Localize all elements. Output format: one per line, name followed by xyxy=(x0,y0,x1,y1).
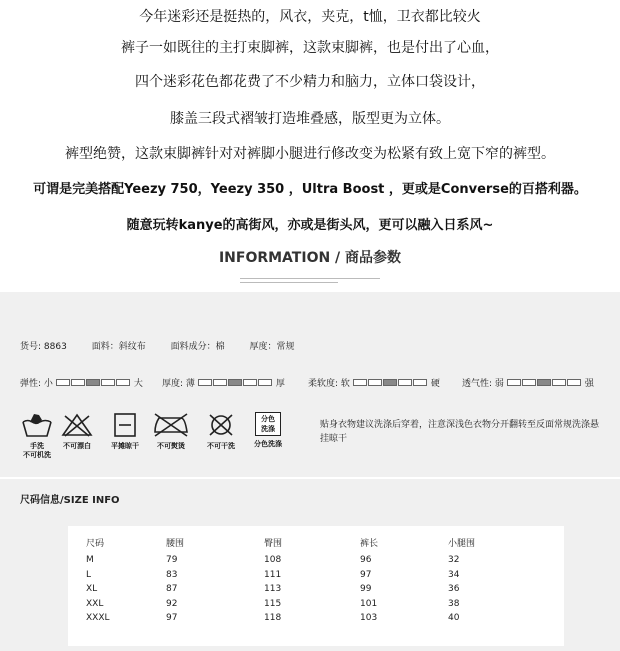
table-cell: 111 xyxy=(264,569,282,580)
header-cell: 臀围 xyxy=(264,539,283,549)
care-label: 分色洗涤 xyxy=(254,440,282,448)
no-iron-icon xyxy=(151,412,191,438)
elasticity-boxes xyxy=(56,379,131,386)
table-cell: 108 xyxy=(264,555,282,565)
table-cell: 103 xyxy=(360,613,378,623)
scale-box xyxy=(552,379,566,386)
table-cell: 97 xyxy=(360,569,372,580)
care-no-iron xyxy=(146,412,196,451)
scale-box xyxy=(507,379,521,386)
scale-box xyxy=(413,379,427,386)
table-cell: 97 xyxy=(166,613,178,623)
scale-box xyxy=(116,379,130,386)
size-table xyxy=(68,526,564,646)
table-cell: 32 xyxy=(448,555,460,565)
hand-wash-icon xyxy=(20,412,54,438)
intro-line-4: 膝盖三段式褶皱打造堆叠感，版型更为立体。 xyxy=(170,111,450,127)
table-cell: 101 xyxy=(360,598,378,609)
header-cell: 尺码 xyxy=(86,539,105,549)
scale-box xyxy=(522,379,536,386)
table-cell: 115 xyxy=(264,598,282,609)
intro-line-6: 可谓是完美搭配Yeezy 750，Yeezy 350 ，Ultra Boost ，更或是Converse的百搭利器。 xyxy=(33,182,587,197)
thickness-scale: 厚度: 薄 厚 xyxy=(162,379,285,389)
scale-box xyxy=(86,379,100,386)
care-flat-dry xyxy=(100,412,150,451)
scale-box xyxy=(228,379,242,386)
care-label: 不可干洗 xyxy=(207,442,235,450)
table-cell: 38 xyxy=(448,598,460,609)
table-cell: 34 xyxy=(448,569,460,580)
scale-box xyxy=(243,379,257,386)
size-info-title: 尺码信息/SIZE INFO xyxy=(20,495,120,506)
intro-line-3: 四个迷彩花色都花费了不少精力和脑力，立体口袋设计， xyxy=(135,74,485,90)
header-cell: 腰围 xyxy=(166,539,185,549)
care-label: 不可漂白 xyxy=(63,442,91,450)
softness-boxes xyxy=(353,379,428,386)
intro-line-2: 裤子一如既往的主打束脚裤，这款束脚裤，也是付出了心血， xyxy=(121,40,499,56)
table-cell: L xyxy=(86,569,92,580)
intro-line-5: 裤型绝赞，这款束脚裤针对对裤脚小腿进行修改变为松紧有致上宽下窄的裤型。 xyxy=(65,146,555,162)
table-cell: XXXL xyxy=(86,613,110,623)
care-label: 不可熨烫 xyxy=(157,442,185,450)
table-cell: M xyxy=(86,555,94,565)
intro-line-7: 随意玩转kanye的高街风，亦或是街头风，更可以融入日系风~ xyxy=(126,218,494,233)
header-cell: 裤长 xyxy=(360,539,379,549)
scale-box xyxy=(101,379,115,386)
information-title: INFORMATION / 商品参数 xyxy=(218,250,402,266)
no-dryclean-icon xyxy=(204,412,238,438)
table-cell: 118 xyxy=(264,613,282,623)
intro-section xyxy=(0,0,620,292)
scale-box xyxy=(56,379,70,386)
softness-scale: 柔软度: 软 硬 xyxy=(308,379,440,389)
scale-box xyxy=(567,379,581,386)
section-divider xyxy=(0,477,620,479)
care-label: 平摊晾干 xyxy=(111,442,139,450)
intro-line-1: 今年迷彩还是挺热的，风衣，夹克，t恤，卫衣都比较火 xyxy=(139,9,481,25)
no-bleach-icon xyxy=(60,412,94,438)
scale-box xyxy=(537,379,551,386)
header-cell: 小腿围 xyxy=(448,539,476,549)
separate-wash-icon: 分色 洗涤 xyxy=(255,412,281,436)
scale-box xyxy=(213,379,227,386)
table-cell: 96 xyxy=(360,555,372,565)
care-label: 手洗 不可机洗 xyxy=(23,442,51,459)
care-separate-wash xyxy=(243,412,293,449)
scale-box xyxy=(258,379,272,386)
scale-box xyxy=(71,379,85,386)
table-cell: 87 xyxy=(166,584,178,594)
elasticity-scale: 弹性: 小 大 xyxy=(20,379,143,389)
table-cell: 113 xyxy=(264,584,282,594)
scale-box xyxy=(383,379,397,386)
params-row xyxy=(20,339,316,352)
table-cell: 92 xyxy=(166,598,178,609)
breathability-scale: 透气性: 弱 强 xyxy=(462,379,594,389)
scale-box xyxy=(398,379,412,386)
care-no-bleach xyxy=(52,412,102,451)
table-cell: XL xyxy=(86,584,98,594)
breathability-boxes xyxy=(507,379,582,386)
table-cell: 36 xyxy=(448,584,460,594)
item-number: 货号: 8863 xyxy=(20,342,67,352)
thickness: 厚度：常规 xyxy=(249,342,295,352)
fabric-composition: 面料成分：棉 xyxy=(170,342,225,352)
table-cell: 83 xyxy=(166,569,178,580)
flat-dry-icon xyxy=(108,412,142,438)
fabric: 面料：斜纹布 xyxy=(91,342,146,352)
table-cell: 40 xyxy=(448,613,460,623)
decorative-fine-lines xyxy=(240,275,380,287)
table-cell: XXL xyxy=(86,598,104,609)
thickness-boxes xyxy=(198,379,273,386)
care-no-dryclean xyxy=(196,412,246,451)
scale-box xyxy=(368,379,382,386)
scale-box xyxy=(198,379,212,386)
table-cell: 99 xyxy=(360,584,372,594)
table-cell: 79 xyxy=(166,555,178,565)
scale-box xyxy=(353,379,367,386)
care-note: 贴身衣物建议洗涤后穿着，注意深浅色衣物分开翻转至反面常规洗涤悬挂晾干 xyxy=(320,420,600,444)
